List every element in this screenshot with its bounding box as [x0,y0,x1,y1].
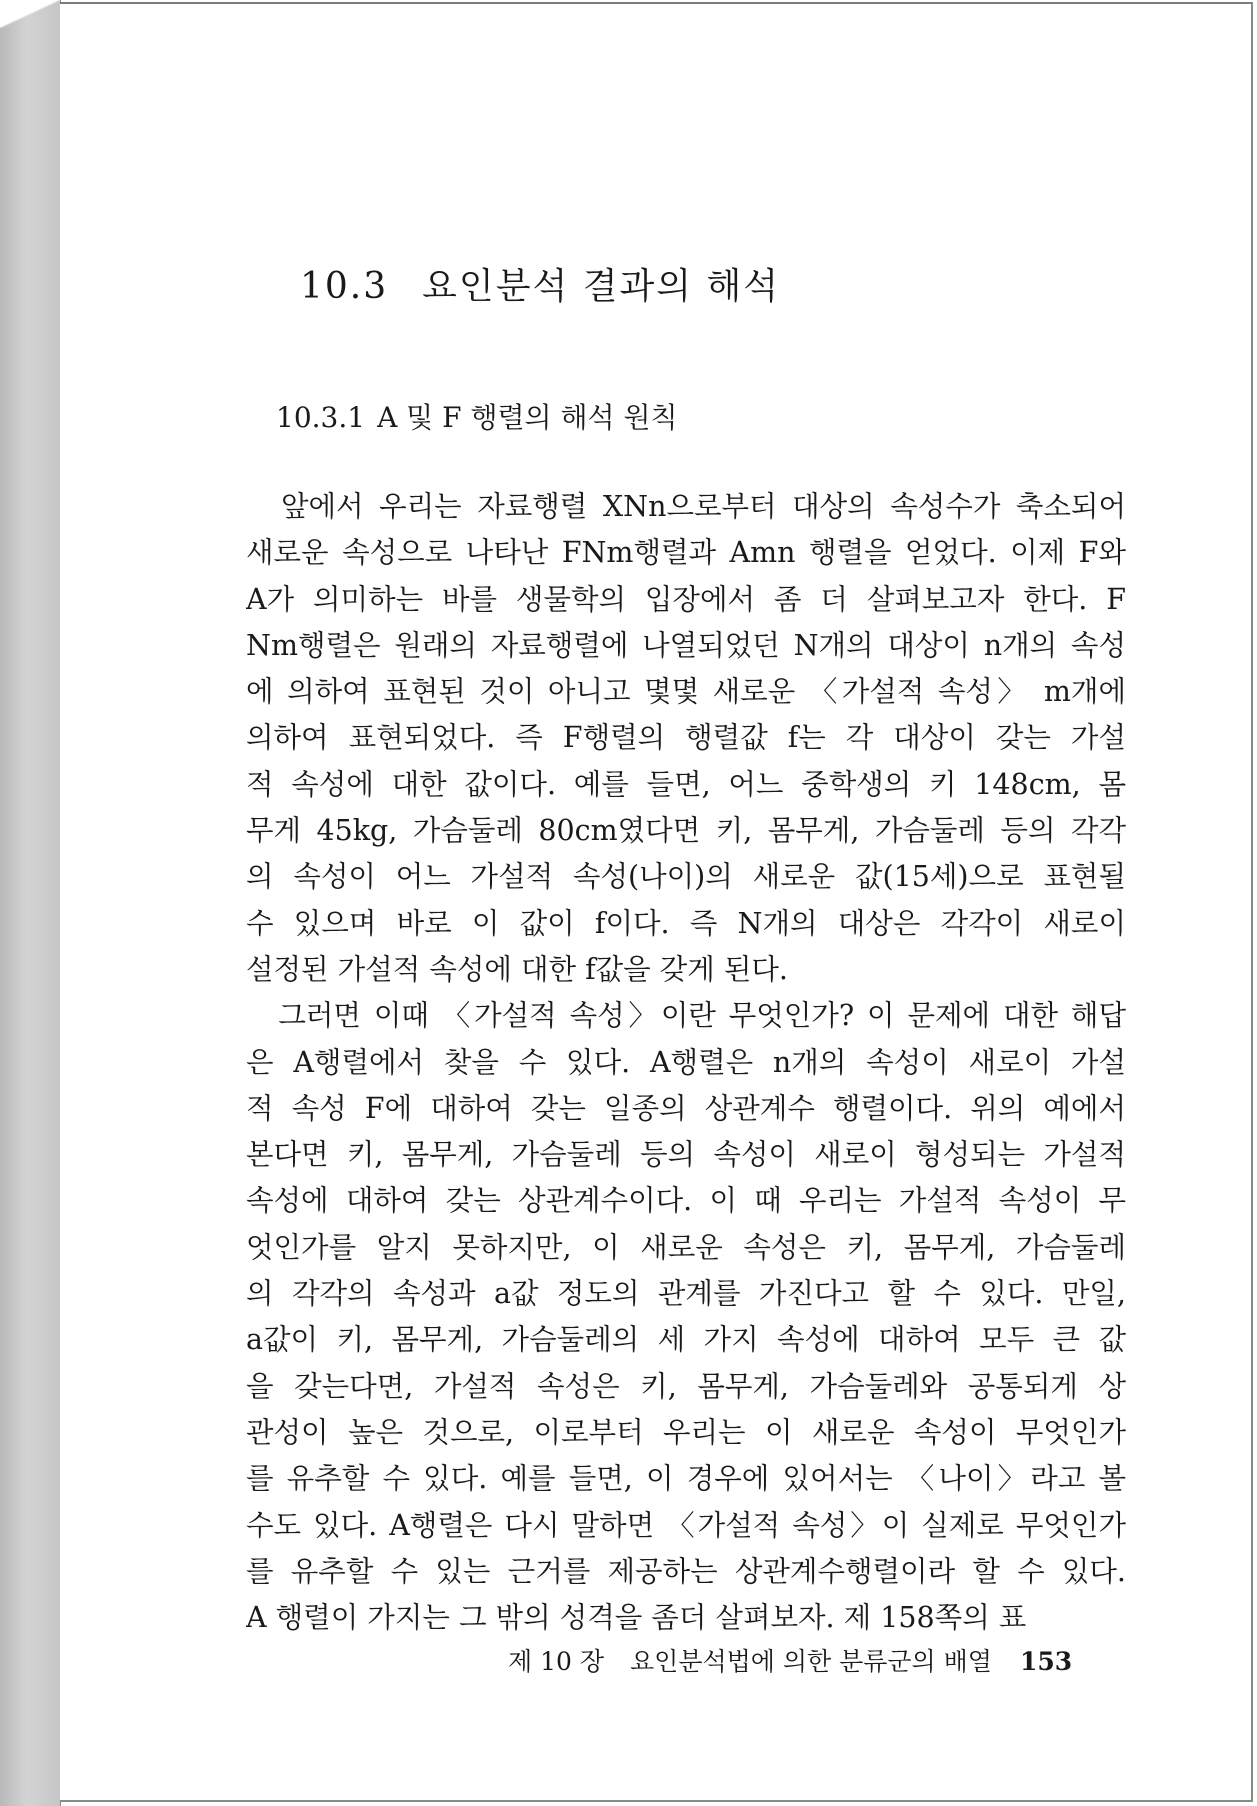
section-heading [300,258,780,309]
text-line: 수도 있다. A행렬은 다시 말하면 〈가설적 속성〉이 실제로 무엇인가 [246,1508,1126,1542]
text-line: A가 의미하는 바를 생물학의 입장에서 좀 더 살펴보고자 한다. F [246,582,1126,616]
text-line: 본다면 키, 몸무게, 가슴둘레 등의 속성이 새로이 형성되는 가설적 [246,1138,1126,1172]
text-line: 속성에 대하여 갖는 상관계수이다. 이 때 우리는 가설적 속성이 무 [246,1184,1126,1218]
text-line: 의 각각의 속성과 a값 정도의 관계를 가진다고 할 수 있다. 만일, [246,1277,1126,1311]
book-spine-edge [0,0,61,1806]
footer-chapter-title: 요인분석법에 의한 분류군의 배열 [630,1647,992,1676]
text-line: 엇인가를 알지 못하지만, 이 새로운 속성은 키, 몸무게, 가슴둘레 [246,1230,1126,1264]
subsection-title-text: A 및 F 행렬의 해석 원칙 [377,401,678,434]
text-line: 에 의하여 표현된 것이 아니고 몇몇 새로운 〈가설적 속성〉 m개에 [246,675,1126,709]
subsection-heading [276,396,678,436]
text-line: 적 속성에 대한 값이다. 예를 들면, 어느 중학생의 키 148cm, 몸 [246,767,1126,801]
text-line: 를 유추할 수 있다. 예를 들면, 이 경우에 있어서는 〈나이〉라고 볼 [246,1462,1126,1496]
text-line: 의하여 표현되었다. 즉 F행렬의 행렬값 f는 각 대상이 갖는 가설 [246,721,1126,755]
text-line: 설정된 가설적 속성에 대한 f값을 갖게 된다. [246,952,788,986]
text-line: 적 속성 F에 대하여 갖는 일종의 상관계수 행렬이다. 위의 예에서 [246,1091,1126,1125]
text-line: Nm행렬은 원래의 자료행렬에 나열되었던 N개의 대상이 n개의 속성 [246,628,1126,662]
footer-chapter: 제 10 장 [508,1647,605,1676]
page-number: 153 [1019,1647,1073,1676]
subsection-number: 10.3.1 [276,401,366,434]
text-line: 그러면 이때 〈가설적 속성〉이란 무엇인가? 이 문제에 대한 해답 [246,999,1126,1033]
text-line: 은 A행렬에서 찾을 수 있다. A행렬은 n개의 속성이 새로이 가설 [246,1045,1126,1079]
text-line: 수 있으며 바로 이 값이 f이다. 즉 N개의 대상은 각각이 새로이 [246,906,1126,940]
text-line: 를 유추할 수 있는 근거를 제공하는 상관계수행렬이라 할 수 있다. [246,1554,1126,1588]
section-number: 10.3 [300,266,389,307]
page-footer [508,1642,1072,1678]
text-line: 을 갖는다면, 가설적 속성은 키, 몸무게, 가슴둘레와 공통되게 상 [246,1369,1126,1403]
text-line: 관성이 높은 것으로, 이로부터 우리는 이 새로운 속성이 무엇인가 [246,1415,1126,1449]
section-title-text: 요인분석 결과의 해석 [422,266,781,307]
text-line: 앞에서 우리는 자료행렬 XNn으로부터 대상의 속성수가 축소되어 [246,490,1126,523]
text-line: 새로운 속성으로 나타난 FNm행렬과 Amn 행렬을 얻었다. 이제 F와 [246,536,1126,570]
text-line: 의 속성이 어느 가설적 속성(나이)의 새로운 값(15세)으로 표현될 [246,860,1126,894]
text-line: A 행렬이 가지는 그 밖의 성격을 좀더 살펴보자. 제 158쪽의 표 [246,1601,1027,1635]
body-text [246,484,1126,1641]
text-line: a값이 키, 몸무게, 가슴둘레의 세 가지 속성에 대하여 모두 큰 값 [246,1323,1126,1357]
text-line: 무게 45kg, 가슴둘레 80cm였다면 키, 몸무게, 가슴둘레 등의 각각 [246,814,1126,848]
